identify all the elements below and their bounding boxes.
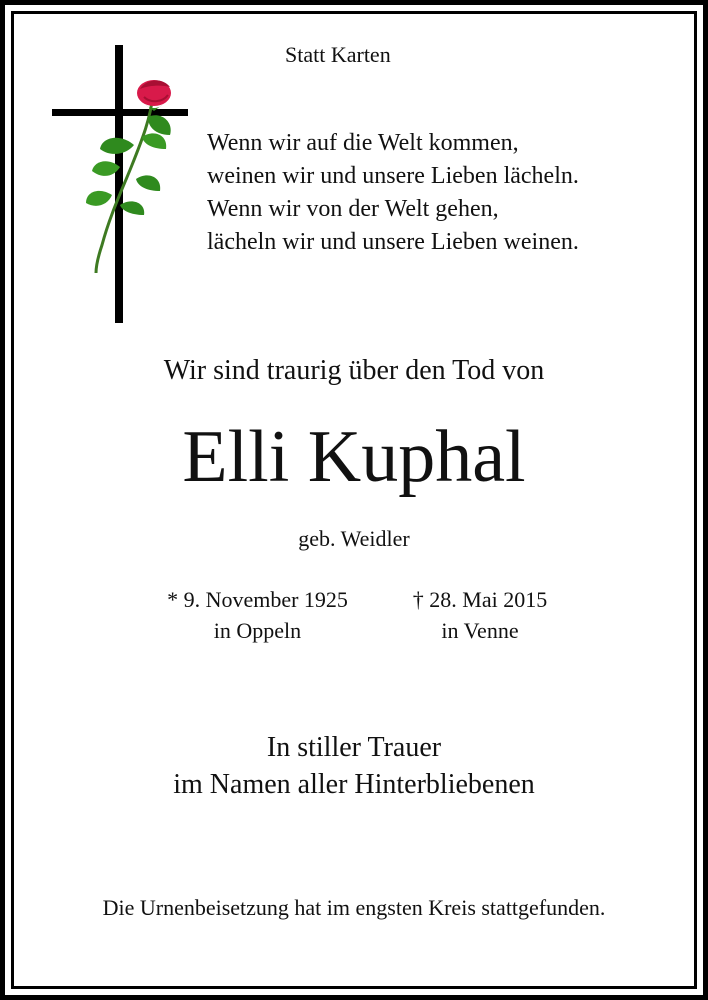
death-place: in Venne <box>441 618 519 643</box>
poem <box>207 127 579 259</box>
birth-place: in Oppeln <box>213 618 302 643</box>
poem-line: lächeln wir und unsere Lieben weinen. <box>207 229 579 255</box>
maiden-name: geb. Weidler <box>298 526 410 551</box>
mourning-line-1: In stiller Trauer <box>266 732 442 763</box>
cross-with-rose-icon <box>50 45 190 325</box>
poem-line: Wenn wir auf die Welt kommen, <box>207 130 519 156</box>
intro-text: Wir sind traurig über den Tod von <box>163 355 545 386</box>
poem-line: Wenn wir von der Welt gehen, <box>207 196 499 222</box>
mourning-text <box>0 729 708 803</box>
mourning-line-2: im Namen aller Hinterbliebenen <box>173 769 535 800</box>
poem-line: weinen wir und unsere Lieben lächeln. <box>207 163 579 189</box>
birth-info <box>140 584 375 646</box>
death-date: † 28. Mai 2015 <box>412 587 548 612</box>
burial-note: Die Urnenbeisetzung hat im engsten Kreis stattgefunden. <box>102 895 606 920</box>
deceased-name: Elli Kuphal <box>182 416 526 498</box>
birth-date: * 9. November 1925 <box>167 587 348 612</box>
statt-karten-heading: Statt Karten <box>285 42 391 67</box>
death-info <box>390 584 570 646</box>
